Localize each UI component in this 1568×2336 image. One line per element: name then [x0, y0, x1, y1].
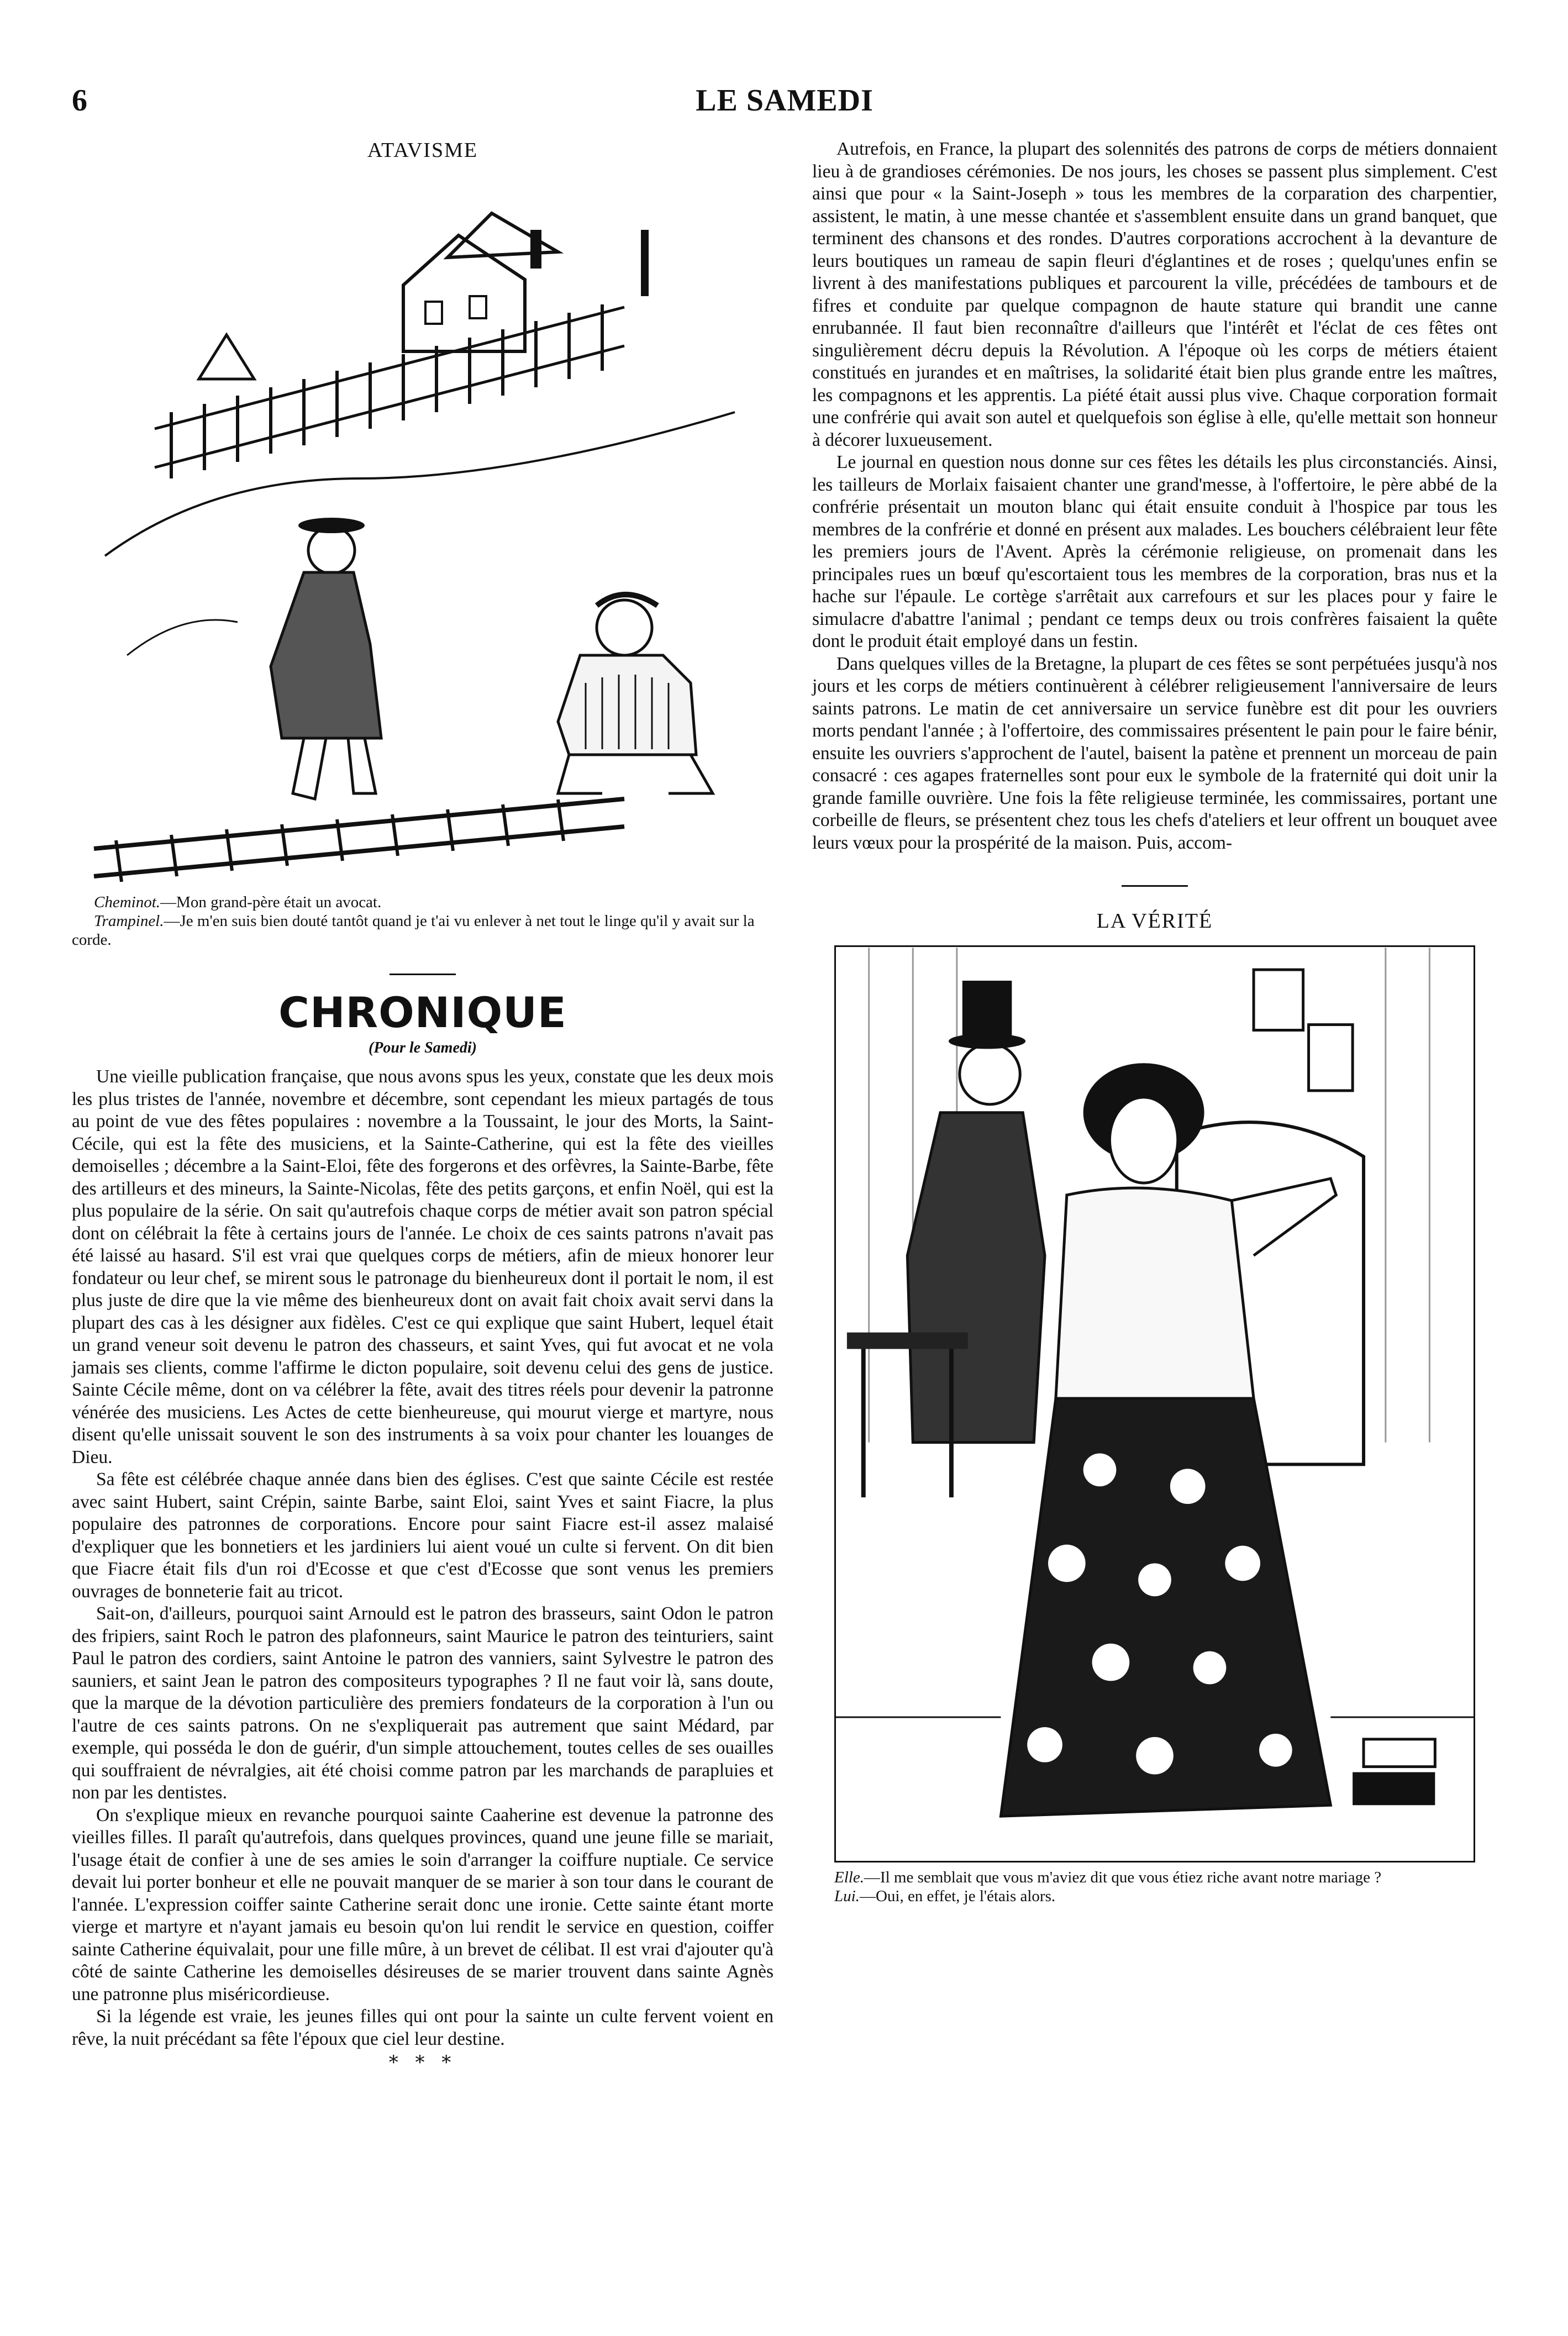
verite-title: LA VÉRITÉ	[1096, 909, 1213, 933]
paragraph: Sait-on, d'ailleurs, pourquoi saint Arnould est le patron des brasseurs, saint Odon le patron des fripiers, saint Roch le patron des plafonneurs, saint Maurice le patron des teinturiers, saint Paul le patron des cordiers, saint Antoine le patron des vanniers, saint Sylvestre le patron des sauniers, et saint Jean le patron des compositeurs typographes ? Il ne faut voir là, sans doute, que la marque de la dévotion particulière des premiers fondateurs de la corporation à l'un ou l'autre de ces saints patrons. On ne s'expliquerait pas autrement que saint Médard, par exemple, qui posséda le don de guérir, d'un simple attouchement, toutes celles de ses ouailles qui souffraient de névralgies, ait été choisi comme patron par les marchands de parapluies et non par les dentistes.	[72, 1603, 774, 1803]
caption-text: —Oui, en effet, je l'étais alors.	[859, 1887, 1056, 1905]
caption-line	[72, 893, 774, 912]
page-number: 6	[72, 83, 87, 118]
newspaper-page	[72, 83, 1497, 2282]
caption-speaker: Elle.	[834, 1869, 864, 1886]
running-header	[72, 83, 1497, 127]
chronique-continuation	[812, 138, 1497, 854]
paragraph: Si la légende est vraie, les jeunes filles qui ont pour la sainte un culte fervent voient en rêve, la nuit précédant sa fête l'époux que ciel leur destine.	[72, 2006, 774, 2049]
chronique-body	[72, 1066, 774, 2050]
paragraph: Le journal en question nous donne sur ces fêtes les détails les plus circonstanciés. Ainsi, les tailleurs de Morlaix faisaient chanter une grand'messe, à l'offertoire, le père abbé de la confrérie présentait un mouton blanc qui était ensuite conduit à l'hospice par tous les membres de la confrérie et donné en présent aux malades. Les bouchers célébraient leur fête les premiers jours de l'Avent. Après la cérémonie religieuse, on promenait dans les principales rues un bœuf qu'escortaient tous les membres de la corporation, bras nus et la hache sur l'épaule. Le cortège s'arrêtait aux carrefours et sur les places pour y faire le simulacre d'abattre l'animal ; pendant ce temps deux ou trois confrères faisaient la quête dont le produit était employé dans un festin.	[812, 452, 1497, 651]
paragraph: Dans quelques villes de la Bretagne, la plupart de ces fêtes se sont perpétuées jusqu'à nos jours et les corps de métiers continuèrent à célébrer religieusement l'anniversaire de leurs saints patrons. Le matin de cet anniversaire un service funèbre est dit pour les ouvriers morts pendant l'année ; à l'offertoire, des commissaires présentent le pain pour le faire bénir, ensuite les ouvriers s'approchent de l'autel, baisent la patène et prennent un morceau de pain consacré : ces agapes fraternelles sont pour eux le symbole de la fraternité qui doit unir la grande famille ouvrière. Une fois la fête religieuse terminée, les commissaires, portant une corbeille de fleurs, se présentent chez tous les chefs d'ateliers et leur offrent un bouquet avee leurs vœux pour la prospérité de la maison. Puis, accom-	[812, 653, 1497, 853]
verite-drawing	[836, 947, 1474, 1861]
atavisme-illustration	[72, 169, 774, 887]
atavisme-drawing	[72, 169, 774, 887]
paragraph: On s'explique mieux en revanche pourquoi sainte Caaherine est devenue la patronne des vieilles filles. Il paraît qu'autrefois, dans quelques provinces, quand une jeune fille se mariait, l'usage était de confier à une de ses amies le soin d'arranger la coiffure nuptiale. Ce service devait lui porter bonheur et elle ne pouvait manquer de se marier à son tour dans le courant de l'année. L'expression coiffer sainte Catherine serait donc une ironie. Cette sainte étant morte vierge et martyre et n'ayant jamais eu besoin qu'on lui rendit le service en question, coiffer sainte Catherine équivalait, pour une fille mûre, à un brevet de célibat. Il est vrai d'ajouter qu'à côté de sainte Catherine les demoiselles désireuses de se marier trouvent dans sainte Agnès une patronne plus miséricordieuse.	[72, 1804, 774, 2004]
caption-speaker: Lui.	[834, 1887, 860, 1905]
chronique-subtitle: (Pour le Samedi)	[369, 1039, 477, 1056]
caption-text: —Mon grand-père était un avocat.	[160, 893, 382, 911]
verite-illustration	[834, 945, 1475, 1863]
section-divider	[1122, 885, 1188, 887]
paragraph: Une vieille publication française, que nous avons spus les yeux, constate que les deux mois les plus tristes de l'année, novembre et décembre, sont cependant les mieux partagés de tous au point de vue des fêtes populaires : novembre a la Toussaint, le jour des Morts, la Saint-Cécile, qui est la fête des musiciens, et la Sainte-Catherine, qui est la fête des vieilles demoiselles ; décembre a la Saint-Eloi, fête des forgerons et des orfèvres, la Sainte-Barbe, fête des artilleurs et des mineurs, la Sainte-Nicolas, fête des petits garçons, et enfin Noël, qui est la plus populaire de la série. On sait qu'autrefois chaque corps de métier avait son patron spécial dont on célébrait la fête à certains jours de l'année. Le choix de ces saints patrons n'avait pas été laissé au hasard. S'il est vrai que quelques corps de métiers, afin de mieux honorer leur fondateur ou leur chef, se mirent sous le patronage du bienheureux dont il portait le nom, il est plus juste de dire que la vie même des bienheureux dont on avait fait choix avait servi dans la plupart des cas à les désigner aux fidèles. C'est ce qui explique que saint Hubert, lequel était un grand veneur soit devenu le patron des chasseurs, et saint Yves, qui fut avocat et ne vola jamais ses clients, comme l'affirme le dicton populaire, soit devenu celui des gens de justice. Sainte Cécile même, dont on va célébrer la fête, avait des titres réels pour devenir la patronne vénérée des musiciens. Les Actes de cette bienheureuse, qui mourut vierge et martyre, nous disent qu'elle unissait souvent le son des instruments à sa voix pour chanter les louanges de Dieu.	[72, 1066, 774, 1467]
atavisme-caption	[72, 893, 774, 949]
atavisme-title: ATAVISME	[367, 139, 478, 162]
caption-speaker: Cheminot.	[94, 893, 161, 911]
paragraph: Sa fête est célébrée chaque année dans bien des églises. C'est que sainte Cécile est restée avec saint Hubert, saint Crépin, sainte Barbe, saint Eloi, saint Yves et saint Fiacre, la plus populaire des patronnes de corporations. Encore pour saint Fiacre est-il assez malaisé d'expliquer que les bonnetiers et les jardiniers lui aient voué un culte si fervent. On dit bien que Fiacre était fils d'un roi d'Ecosse et que c'est d'Ecosse que sont venus les premiers ouvrages de bonneterie fait au tricot.	[72, 1469, 774, 1602]
caption-speaker: Trampinel.	[94, 912, 164, 930]
caption-line	[812, 1887, 1497, 1906]
left-column	[72, 138, 774, 2074]
chronique-title: CHRONIQUE	[278, 988, 567, 1037]
caption-text: —Il me semblait que vous m'aviez dit que vous étiez riche avant notre mariage ?	[864, 1869, 1382, 1886]
section-stars: * * *	[388, 2051, 457, 2074]
paragraph: Autrefois, en France, la plupart des solennités des patrons de corps de métiers donnaient lieu à de grandioses cérémonies. De nos jours, les choses se passent plus simplement. C'est ainsi que pour « la Saint-Joseph » tous les membres de la corparation des charpentier, assistent, le matin, à une messe chantée et s'assemblent ensuite dans un grand banquet, que terminent des chansons et des rondes. D'autres corporations accrochent à la devanture de leurs boutiques un rameau de sapin fleuri d'églantines et de roses ; quelqu'unes enfin se livrent à des manifestations publiques et parcourent la ville, précédées de tambours et de fifres et conduite par quelque compagnon de haute stature qui brandit une canne enrubannée. Il faut bien reconnaître d'ailleurs que l'intérêt et l'éclat de ces fêtes ont singulièrement décru depuis la Révolution. A l'époque où les corps de métiers étaient constitués en jurandes et en maîtrises, la solidarité était bien plus grande entre les maîtres, les compagnons et les apprentis. La piété était aussi plus vive. Chaque corporation formait une confrérie qui avait son autel et quelquefois son église à elle, qu'elle mettait son honneur à décorer luxueusement.	[812, 139, 1497, 450]
caption-line	[72, 912, 774, 949]
journal-title: LE SAMEDI	[696, 83, 874, 118]
caption-line	[812, 1868, 1497, 1887]
caption-text: —Je m'en suis bien douté tantôt quand je t'ai vu enlever à net tout le linge qu'il y avait sur la corde.	[72, 912, 755, 949]
verite-caption	[812, 1868, 1497, 1906]
section-divider	[390, 974, 456, 975]
right-column	[812, 138, 1497, 1906]
